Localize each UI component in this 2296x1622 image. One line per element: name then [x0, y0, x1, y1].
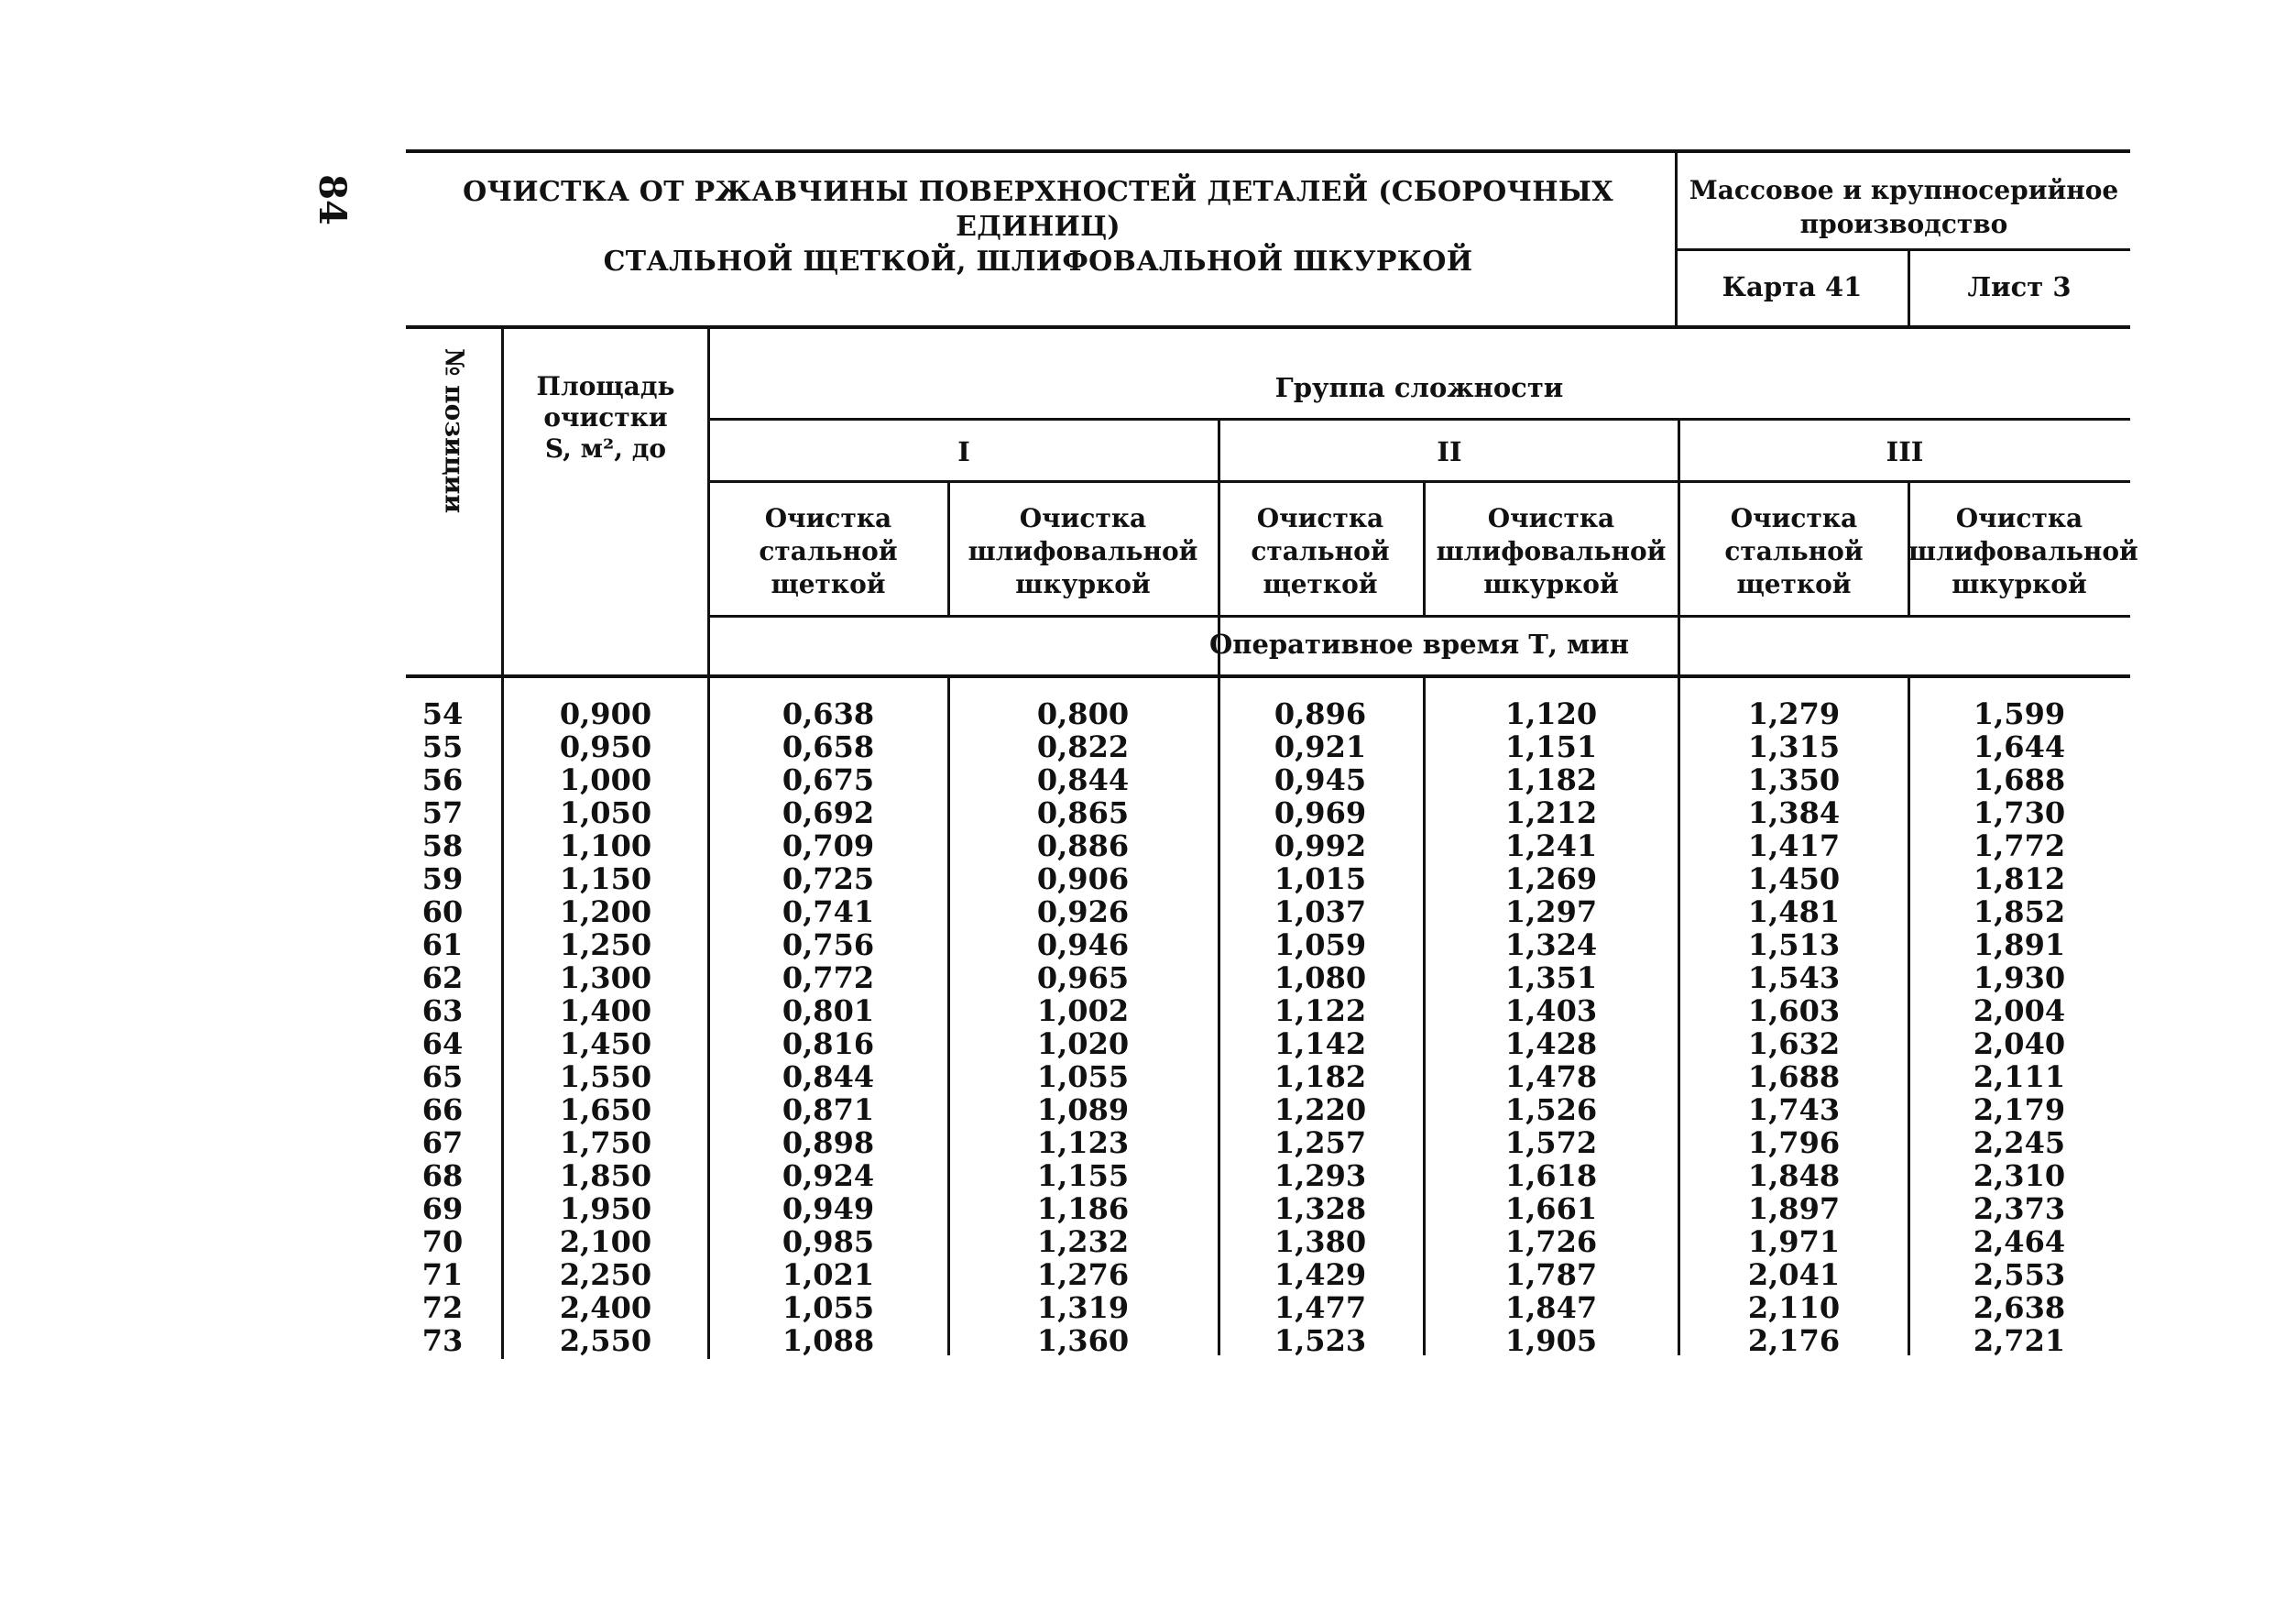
- time-cell: 0,675: [782, 762, 875, 797]
- table-row: [406, 829, 2130, 862]
- table-row: [406, 1093, 2130, 1126]
- table-body: [406, 697, 2130, 1357]
- time-cell: 1,971: [1747, 1224, 1841, 1259]
- time-cell: 1,477: [1274, 1290, 1367, 1325]
- time-cell: 1,930: [1973, 960, 2066, 995]
- time-cell: 2,041: [1747, 1257, 1841, 1292]
- area-cell: 1,750: [559, 1125, 652, 1160]
- time-cell: 1,155: [1036, 1158, 1130, 1193]
- position-cell: 59: [421, 861, 464, 896]
- time-cell: 1,241: [1504, 828, 1598, 863]
- area-cell: 1,100: [559, 828, 652, 863]
- table-row: [406, 994, 2130, 1027]
- position-cell: 56: [421, 762, 464, 797]
- time-cell: 1,186: [1036, 1191, 1130, 1226]
- time-cell: 1,080: [1274, 960, 1367, 995]
- time-cell: 0,816: [782, 1026, 875, 1061]
- area-header-line-2: очистки: [543, 402, 668, 433]
- time-cell: 1,905: [1504, 1323, 1598, 1358]
- area-cell: 1,300: [559, 960, 652, 995]
- time-cell: 1,328: [1274, 1191, 1367, 1226]
- time-cell: 1,812: [1973, 861, 2066, 896]
- time-cell: 2,110: [1747, 1290, 1841, 1325]
- time-cell: 0,800: [1036, 696, 1130, 731]
- method-header-2: [948, 502, 1218, 601]
- norm-card-sheet: [406, 149, 2138, 1359]
- time-cell: 1,428: [1504, 1026, 1598, 1061]
- group-ii-header: II: [1437, 436, 1462, 467]
- position-cell: 57: [421, 795, 464, 830]
- time-cell: 1,450: [1747, 861, 1841, 896]
- position-cell: 65: [421, 1059, 464, 1094]
- time-cell: 1,002: [1036, 993, 1130, 1028]
- time-cell: 0,898: [782, 1125, 875, 1160]
- area-cell: 1,950: [559, 1191, 652, 1226]
- time-cell: 1,478: [1504, 1059, 1598, 1094]
- table-row: [406, 763, 2130, 796]
- time-cell: 2,721: [1973, 1323, 2066, 1358]
- time-cell: 2,373: [1973, 1191, 2066, 1226]
- method-4-line-1: Очистка: [1487, 503, 1615, 533]
- group-iii-header: III: [1886, 436, 1924, 467]
- method-2-line-1: Очистка: [1019, 503, 1147, 533]
- time-cell: 0,924: [782, 1158, 875, 1193]
- production-type-line-2: производство: [1799, 209, 2008, 239]
- position-cell: 72: [421, 1290, 464, 1325]
- area-cell: 2,550: [559, 1323, 652, 1358]
- time-cell: 1,632: [1747, 1026, 1841, 1061]
- position-cell: 54: [421, 696, 464, 731]
- time-cell: 2,176: [1747, 1323, 1841, 1358]
- time-cell: 1,021: [782, 1257, 875, 1292]
- time-cell: 0,969: [1274, 795, 1367, 830]
- time-cell: 1,297: [1504, 894, 1598, 929]
- area-cell: 1,000: [559, 762, 652, 797]
- time-cell: 0,871: [782, 1092, 875, 1127]
- position-cell: 66: [421, 1092, 464, 1127]
- method-3-line-3: щеткой: [1263, 569, 1378, 599]
- time-cell: 1,403: [1504, 993, 1598, 1028]
- method-3-line-2: стальной: [1251, 536, 1390, 566]
- time-cell: 0,658: [782, 729, 875, 764]
- position-cell: 58: [421, 828, 464, 863]
- group-header-rule: [708, 418, 2130, 421]
- time-cell: 0,822: [1036, 729, 1130, 764]
- time-cell: 1,603: [1747, 993, 1841, 1028]
- top-rule: [406, 149, 2130, 153]
- method-2-line-2: шлифовальной: [968, 536, 1198, 566]
- area-column-header: [503, 371, 708, 465]
- time-cell: 1,852: [1973, 894, 2066, 929]
- method-6-line-1: Очистка: [1955, 503, 2083, 533]
- time-cell: 2,040: [1973, 1026, 2066, 1061]
- time-cell: 1,350: [1747, 762, 1841, 797]
- area-cell: 1,550: [559, 1059, 652, 1094]
- area-cell: 1,150: [559, 861, 652, 896]
- production-rule: [1676, 248, 2130, 251]
- method-header-6: [1908, 502, 2138, 601]
- table-row: [406, 928, 2130, 961]
- time-cell: 1,015: [1274, 861, 1367, 896]
- method-4-line-3: шкуркой: [1483, 569, 1619, 599]
- time-cell: 1,319: [1036, 1290, 1130, 1325]
- time-cell: 1,182: [1274, 1059, 1367, 1094]
- position-column-header: [406, 347, 503, 514]
- time-cell: 2,638: [1973, 1290, 2066, 1325]
- time-cell: 1,315: [1747, 729, 1841, 764]
- time-cell: 1,123: [1036, 1125, 1130, 1160]
- time-cell: 1,688: [1973, 762, 2066, 797]
- table-row: [406, 1192, 2130, 1225]
- time-cell: 1,380: [1274, 1224, 1367, 1259]
- time-cell: 1,743: [1747, 1092, 1841, 1127]
- table-row: [406, 697, 2130, 730]
- method-6-line-2: шлифовальной: [1908, 536, 2138, 566]
- method-1-line-1: Очистка: [764, 503, 892, 533]
- area-cell: 0,950: [559, 729, 652, 764]
- time-cell: 1,848: [1747, 1158, 1841, 1193]
- time-cell: 1,796: [1747, 1125, 1841, 1160]
- table-row: [406, 796, 2130, 829]
- card-number: Карта 41: [1722, 271, 1863, 302]
- time-cell: 1,122: [1274, 993, 1367, 1028]
- time-cell: 1,151: [1504, 729, 1598, 764]
- time-cell: 2,004: [1973, 993, 2066, 1028]
- card-title-line-2: СТАЛЬНОЙ ЩЕТКОЙ, ШЛИФОВАЛЬНОЙ ШКУРКОЙ: [603, 246, 1473, 278]
- time-cell: 0,921: [1274, 729, 1367, 764]
- table-row: [406, 1060, 2130, 1093]
- time-cell: 0,926: [1036, 894, 1130, 929]
- time-cell: 1,212: [1504, 795, 1598, 830]
- operative-time-header: Оперативное время Т, мин: [1208, 629, 1630, 660]
- time-cell: 1,572: [1504, 1125, 1598, 1160]
- time-cell: 1,232: [1036, 1224, 1130, 1259]
- time-cell: 1,088: [782, 1323, 875, 1358]
- time-cell: 1,543: [1747, 960, 1841, 995]
- time-cell: 0,992: [1274, 828, 1367, 863]
- area-cell: 0,900: [559, 696, 652, 731]
- position-column-label: № позиции: [439, 347, 470, 514]
- time-cell: 2,111: [1973, 1059, 2066, 1094]
- position-cell: 63: [421, 993, 464, 1028]
- position-cell: 62: [421, 960, 464, 995]
- area-header-line-3: S, м², до: [544, 433, 667, 464]
- time-cell: 1,293: [1274, 1158, 1367, 1193]
- area-cell: 1,050: [559, 795, 652, 830]
- time-cell: 1,618: [1504, 1158, 1598, 1193]
- sheet-number: Лист 3: [1967, 271, 2072, 302]
- method-rule: [708, 615, 2130, 618]
- method-header-3: [1218, 502, 1423, 601]
- time-cell: 0,844: [1036, 762, 1130, 797]
- data-top-rule: [406, 674, 2130, 678]
- time-cell: 1,020: [1036, 1026, 1130, 1061]
- position-cell: 61: [421, 927, 464, 962]
- time-cell: 0,886: [1036, 828, 1130, 863]
- time-cell: 0,949: [782, 1191, 875, 1226]
- time-cell: 1,772: [1973, 828, 2066, 863]
- area-cell: 1,400: [559, 993, 652, 1028]
- area-cell: 1,200: [559, 894, 652, 929]
- time-cell: 1,279: [1747, 696, 1841, 731]
- time-cell: 1,351: [1504, 960, 1598, 995]
- time-cell: 1,897: [1747, 1191, 1841, 1226]
- card-title: [406, 175, 1670, 279]
- table-row: [406, 1324, 2130, 1357]
- time-cell: 1,120: [1504, 696, 1598, 731]
- table-row: [406, 895, 2130, 928]
- position-cell: 70: [421, 1224, 464, 1259]
- time-cell: 0,946: [1036, 927, 1130, 962]
- time-cell: 0,772: [782, 960, 875, 995]
- time-cell: 1,276: [1036, 1257, 1130, 1292]
- area-cell: 2,400: [559, 1290, 652, 1325]
- position-cell: 64: [421, 1026, 464, 1061]
- time-cell: 1,730: [1973, 795, 2066, 830]
- method-1-line-2: стальной: [759, 536, 898, 566]
- time-cell: 1,089: [1036, 1092, 1130, 1127]
- method-3-line-1: Очистка: [1256, 503, 1384, 533]
- time-cell: 1,055: [1036, 1059, 1130, 1094]
- position-cell: 69: [421, 1191, 464, 1226]
- time-cell: 1,142: [1274, 1026, 1367, 1061]
- time-cell: 0,844: [782, 1059, 875, 1094]
- area-cell: 1,450: [559, 1026, 652, 1061]
- time-cell: 1,037: [1274, 894, 1367, 929]
- table-row: [406, 730, 2130, 763]
- time-cell: 1,661: [1504, 1191, 1598, 1226]
- time-cell: 1,220: [1274, 1092, 1367, 1127]
- position-cell: 55: [421, 729, 464, 764]
- time-cell: 0,638: [782, 696, 875, 731]
- time-cell: 0,709: [782, 828, 875, 863]
- method-5-line-3: щеткой: [1736, 569, 1852, 599]
- production-type: [1679, 173, 2128, 241]
- time-cell: 1,059: [1274, 927, 1367, 962]
- area-cell: 1,250: [559, 927, 652, 962]
- table-row: [406, 961, 2130, 994]
- time-cell: 0,756: [782, 927, 875, 962]
- time-cell: 1,644: [1973, 729, 2066, 764]
- method-header-4: [1423, 502, 1679, 601]
- table-row: [406, 1225, 2130, 1258]
- time-cell: 1,523: [1274, 1323, 1367, 1358]
- position-cell: 60: [421, 894, 464, 929]
- position-cell: 71: [421, 1257, 464, 1292]
- area-cell: 1,850: [559, 1158, 652, 1193]
- time-cell: 2,553: [1973, 1257, 2066, 1292]
- time-cell: 1,513: [1747, 927, 1841, 962]
- method-1-line-3: щеткой: [771, 569, 886, 599]
- time-cell: 2,464: [1973, 1224, 2066, 1259]
- time-cell: 0,906: [1036, 861, 1130, 896]
- time-cell: 2,310: [1973, 1158, 2066, 1193]
- time-cell: 2,179: [1973, 1092, 2066, 1127]
- position-cell: 67: [421, 1125, 464, 1160]
- area-cell: 2,250: [559, 1257, 652, 1292]
- method-header-5: [1679, 502, 1908, 601]
- time-cell: 1,599: [1973, 696, 2066, 731]
- method-4-line-2: шлифовальной: [1436, 536, 1667, 566]
- method-header-1: [708, 502, 948, 601]
- time-cell: 1,055: [782, 1290, 875, 1325]
- production-type-line-1: Массовое и крупносерийное: [1689, 175, 2119, 205]
- time-cell: 0,985: [782, 1224, 875, 1259]
- time-cell: 0,896: [1274, 696, 1367, 731]
- area-cell: 2,100: [559, 1224, 652, 1259]
- method-5-line-1: Очистка: [1730, 503, 1858, 533]
- time-cell: 2,245: [1973, 1125, 2066, 1160]
- time-cell: 1,384: [1747, 795, 1841, 830]
- table-row: [406, 862, 2130, 895]
- time-cell: 1,429: [1274, 1257, 1367, 1292]
- table-row: [406, 1258, 2130, 1291]
- time-cell: 1,688: [1747, 1059, 1841, 1094]
- method-2-line-3: шкуркой: [1015, 569, 1151, 599]
- time-cell: 0,692: [782, 795, 875, 830]
- table-row: [406, 1159, 2130, 1192]
- group-number-rule: [708, 480, 2130, 483]
- time-cell: 0,741: [782, 894, 875, 929]
- page-number: 84: [311, 174, 354, 225]
- time-cell: 1,481: [1747, 894, 1841, 929]
- area-cell: 1,650: [559, 1092, 652, 1127]
- time-cell: 1,891: [1973, 927, 2066, 962]
- method-5-line-2: стальной: [1724, 536, 1864, 566]
- time-cell: 1,787: [1504, 1257, 1598, 1292]
- group-i-header: I: [957, 436, 970, 467]
- table-row: [406, 1291, 2130, 1324]
- time-cell: 1,417: [1747, 828, 1841, 863]
- time-cell: 0,865: [1036, 795, 1130, 830]
- time-cell: 0,725: [782, 861, 875, 896]
- table-row: [406, 1027, 2130, 1060]
- time-cell: 1,360: [1036, 1323, 1130, 1358]
- table-row: [406, 1126, 2130, 1159]
- header-bottom-rule: [406, 325, 2130, 329]
- time-cell: 0,801: [782, 993, 875, 1028]
- time-cell: 0,965: [1036, 960, 1130, 995]
- time-cell: 1,324: [1504, 927, 1598, 962]
- complexity-group-header: Группа сложности: [1274, 372, 1564, 403]
- time-cell: 0,945: [1274, 762, 1367, 797]
- time-cell: 1,182: [1504, 762, 1598, 797]
- time-cell: 1,726: [1504, 1224, 1598, 1259]
- position-cell: 73: [421, 1323, 464, 1358]
- card-title-line-1: ОЧИСТКА ОТ РЖАВЧИНЫ ПОВЕРХНОСТЕЙ ДЕТАЛЕЙ (СБОРОЧНЫХ ЕДИНИЦ): [463, 176, 1613, 243]
- time-cell: 1,847: [1504, 1290, 1598, 1325]
- time-cell: 1,257: [1274, 1125, 1367, 1160]
- time-cell: 1,526: [1504, 1092, 1598, 1127]
- position-cell: 68: [421, 1158, 464, 1193]
- time-cell: 1,269: [1504, 861, 1598, 896]
- area-header-line-1: Площадь: [536, 371, 675, 401]
- method-6-line-3: шкуркой: [1952, 569, 2087, 599]
